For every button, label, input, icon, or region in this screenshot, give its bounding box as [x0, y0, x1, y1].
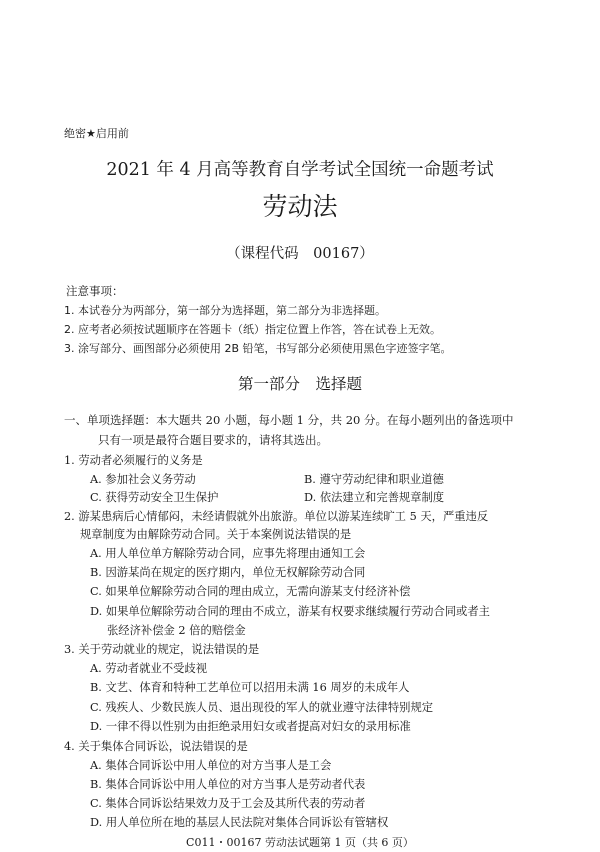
option: C. 集体合同诉讼结果效力及于工会及其所代表的劳动者 — [90, 797, 366, 810]
question-stem: 2. 游某患病后心情郁闷，未经请假就外出旅游。单位以游某连续旷工 5 天，严重违反 — [64, 510, 489, 523]
option: D. 一律不得以性别为由拒绝录用妇女或者提高对妇女的录用标准 — [90, 720, 411, 733]
option-cont: 张经济补偿金 2 倍的赔偿金 — [107, 624, 246, 637]
option: C. 获得劳动安全卫生保护 — [90, 491, 219, 504]
exam-title: 2021 年 4 月高等教育自学考试全国统一命题考试 — [106, 160, 494, 180]
option: D. 如果单位解除劳动合同的理由不成立，游某有权要求继续履行劳动合同或者主 — [90, 605, 490, 618]
course-code: （课程代码 00167） — [226, 246, 374, 262]
option: A. 用人单位单方解除劳动合同，应事先将理由通知工会 — [90, 547, 366, 560]
option: A. 劳动者就业不受歧视 — [90, 662, 208, 675]
option: B. 遵守劳动纪律和职业道德 — [304, 473, 444, 486]
question-stem: 3. 关于劳动就业的规定，说法错误的是 — [64, 643, 260, 656]
section-heading-cont: 只有一项是最符合题目要求的，请将其选出。 — [98, 433, 328, 447]
option: C. 残疾人、少数民族人员、退出现役的军人的就业遵守法律特别规定 — [90, 701, 434, 714]
option: C. 如果单位解除劳动合同的理由成立，无需向游某支付经济补偿 — [90, 585, 411, 598]
section-heading: 一、单项选择题：本大题共 20 小题，每小题 1 分，共 20 分。在每小题列出的备选项中 — [64, 413, 514, 427]
option: A. 参加社会义务劳动 — [90, 473, 196, 486]
question-stem: 4. 关于集体合同诉讼，说法错误的是 — [64, 740, 248, 753]
notice-item: 3. 涂写部分、画图部分必须使用 2B 铅笔，书写部分必须使用黑色字迹签字笔。 — [64, 342, 452, 355]
option: B. 文艺、体育和特种工艺单位可以招用未满 16 周岁的未成年人 — [90, 681, 410, 694]
notice-item: 1. 本试卷分为两部分，第一部分为选择题，第二部分为非选择题。 — [64, 304, 386, 317]
page-footer: C011・00167 劳动法试题第 1 页（共 6 页） — [186, 836, 414, 849]
option: A. 集体合同诉讼中用人单位的对方当事人是工会 — [90, 759, 332, 772]
notice-item: 2. 应考者必须按试题顺序在答题卡（纸）指定位置上作答，答在试卷上无效。 — [64, 323, 441, 336]
question-stem: 1. 劳动者必须履行的义务是 — [64, 454, 203, 467]
subject-title: 劳动法 — [262, 192, 338, 221]
confidential-label: 绝密★启用前 — [64, 127, 129, 140]
option: D. 依法建立和完善规章制度 — [304, 491, 445, 504]
option: B. 集体合同诉讼中用人单位的对方当事人是劳动者代表 — [90, 778, 366, 791]
option: D. 用人单位所在地的基层人民法院对集体合同诉讼有管辖权 — [90, 816, 389, 829]
question-stem-cont: 规章制度为由解除劳动合同。关于本案例说法错误的是 — [80, 528, 352, 541]
part-title: 第一部分 选择题 — [237, 375, 362, 393]
option: B. 因游某尚在规定的医疗期内，单位无权解除劳动合同 — [90, 566, 366, 579]
notice-heading: 注意事项： — [66, 284, 124, 298]
